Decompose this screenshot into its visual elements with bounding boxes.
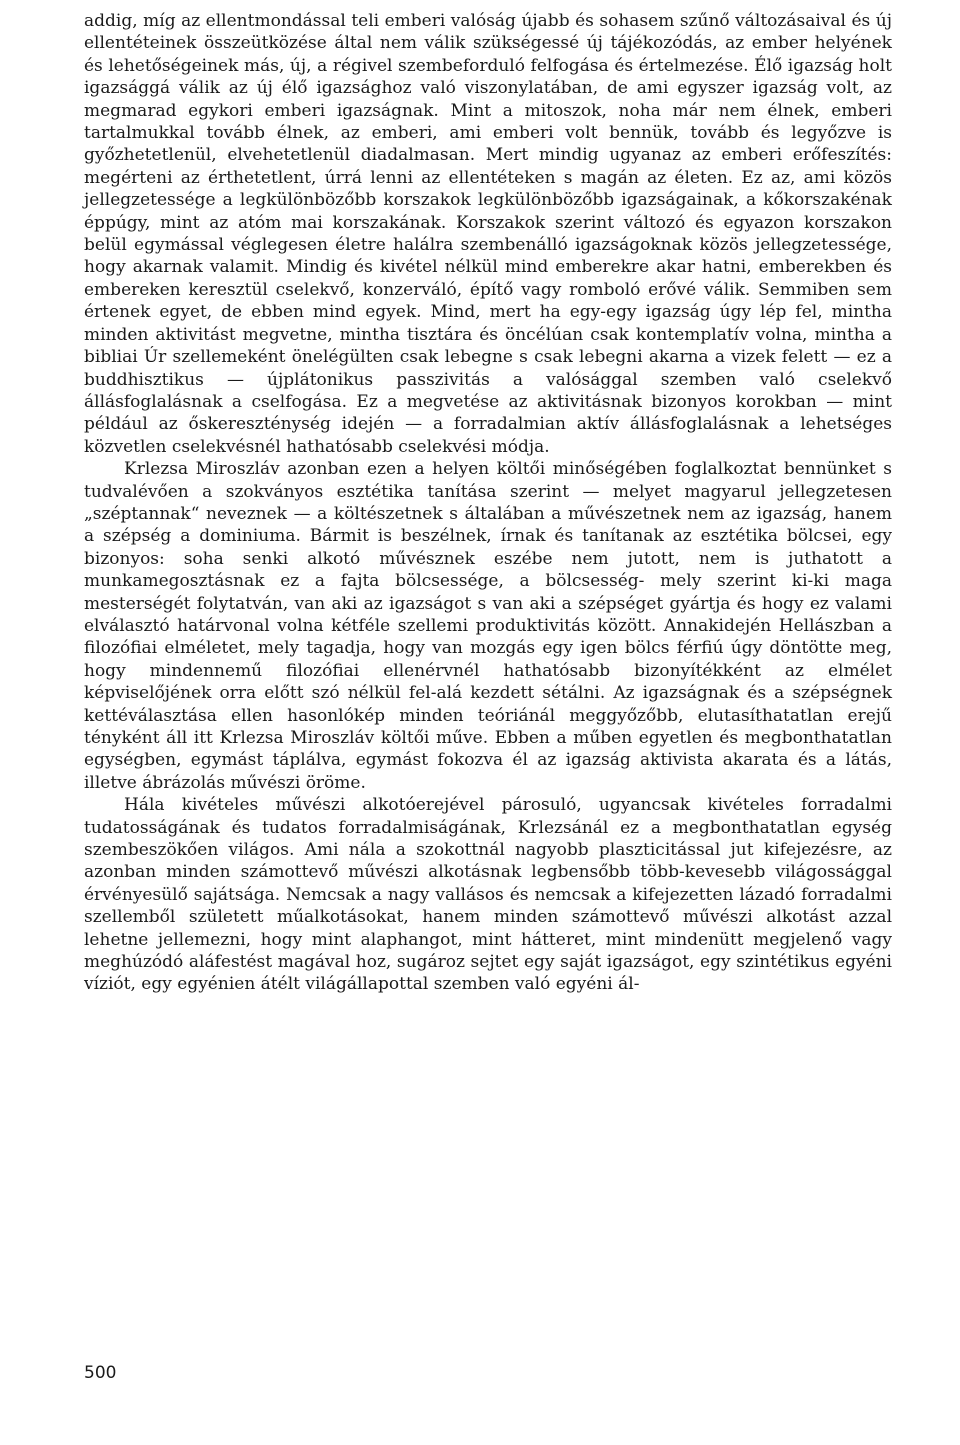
paragraph-2: Krlezsa Miroszláv azonban ezen a helyen költői minőségében foglalkoztat bennünket s tudvalévően a szokványos esztétika tanítása szerint — melyet magyarul jellegzetesen „széptannak“ neveznek — a költészetnek s általában a művészetnek nem az igazság, hanem a szépség a dominiuma. Bármit is beszélnek, írnak és tanítanak az esztétika bölcsei, egy bizonyos: soha senki alkotó művésznek eszébe nem jutott, nem is juthatott a munkamegosztásnak ez a fajta bölcsessége, a bölcsesség- mely szerint ki-ki maga mesterségét folytatván, van aki az igazságot s van aki a szépséget gyártja és hogy ez valami elválasztó határvonal volna kétféle szellemi produktivitás között. Annakidején Hellászban a filozófiai elméletet, mely tagadja, hogy van mozgás egy igen bölcs férfiú úgy döntötte meg, hogy mindennemű filozófiai ellenérvnél hathatósabb bizonyítékként az elmélet képviselőjének orra előtt szó nélkül fel-alá kezdett sétálni. Az igazságnak és a szépségnek kettéválasztása ellen hasonlókép minden teóriánál meggyőzőbb, elutasíthatatlan erejű tényként áll itt Krlezsa Miroszláv költői műve. Ebben a műben egyetlen és megbonthatatlan egységben, egymást táplálva, egymást fokozva él az igazság aktivista akarata és a látás, illetve ábrázolás művészi öröme.	[84, 459, 892, 793]
document-page	[84, 10, 892, 996]
page-number: 500	[84, 1363, 117, 1383]
paragraph-1: addig, míg az ellentmondással teli emberi valóság újabb és sohasem szűnő változásaival és új ellentéteinek összeütközése által nem válik szükségessé új tájékozódás, az ember helyének és lehetőségeinek más, új, a régivel szembeforduló felfogása és értelmezése. Élő igazság holt igazsággá válik az új élő igazsághoz való viszonylatában, de ami egyszer igazság volt, az megmarad egykori emberi igazságnak. Mint a mitoszok, noha már nem élnek, emberi tartalmukkal tovább élnek, az emberi, ami emberi volt bennük, tovább és legyőzve is győzhetetlenül, elvehetetlenül diadalmasan. Mert mindig ugyanaz az emberi erőfeszítés: megérteni az érthetetlent, úrrá lenni az ellentéteken s magán az életen. Ez az, ami közös jellegzetessége a legkülönbözőbb korszakok legkülönbözőbb igazságainak, a kőkorszakénak éppúgy, mint az atóm mai korszakának. Korszakok szerint változó és egyazon korszakon belül egymással véglegesen életre halálra szembenálló igazságoknak közös jellegzetessége, hogy akarnak valamit. Mindig és kivétel nélkül mind emberekre akar hatni, emberekben és embereken keresztül cselekvő, konzerváló, építő vagy romboló erővé válik. Semmiben sem értenek egyet, de ebben mind egyek. Mind, mert ha egy-egy igazság úgy lép fel, mintha minden aktivitást megvetne, mintha tisztára és öncélúan csak kontemplatív volna, mintha a bibliai Úr szellemeként önelégülten csak lebegne s csak lebegni akarna a vizek felett — ez a buddhisztikus — újplátonikus passzivitás a valósággal szemben való cselekvő állásfoglalásnak a cselfogása. Ez a megvetése az aktivitásnak bizonyos korokban — mint például az őskereszténység idején — a forradalmian aktív állásfoglalásnak a lehetséges közvetlen cselekvésnél hathatósabb cselekvési módja.	[84, 11, 892, 457]
paragraph-3: Hála kivételes művészi alkotóerejével párosuló, ugyancsak kivételes forradalmi tudatosságának és tudatos forradalmiságának, Krlezsánál ez a megbonthatatlan egység szembeszökően világos. Ami nála a szokottnál nagyobb plaszticitással jut kifejezésre, az azonban minden számottevő művészi alkotásnak legbensőbb több-kevesebb világossággal érvényesülő sajátsága. Nemcsak a nagy vallásos és nemcsak a kifejezetten lázadó forradalmi szellemből született műalkotásokat, hanem minden számottevő művészi alkotást azzal lehetne jellemezni, hogy mint alaphangot, mint hátteret, mint mindenütt megjelenő vagy meghúzódó aláfestést magával hoz, sugároz sejtet egy saját igazságot, egy szintétikus egyéni víziót, egy egyénien átélt világállapottal szemben való egyéni ál-	[84, 795, 892, 995]
